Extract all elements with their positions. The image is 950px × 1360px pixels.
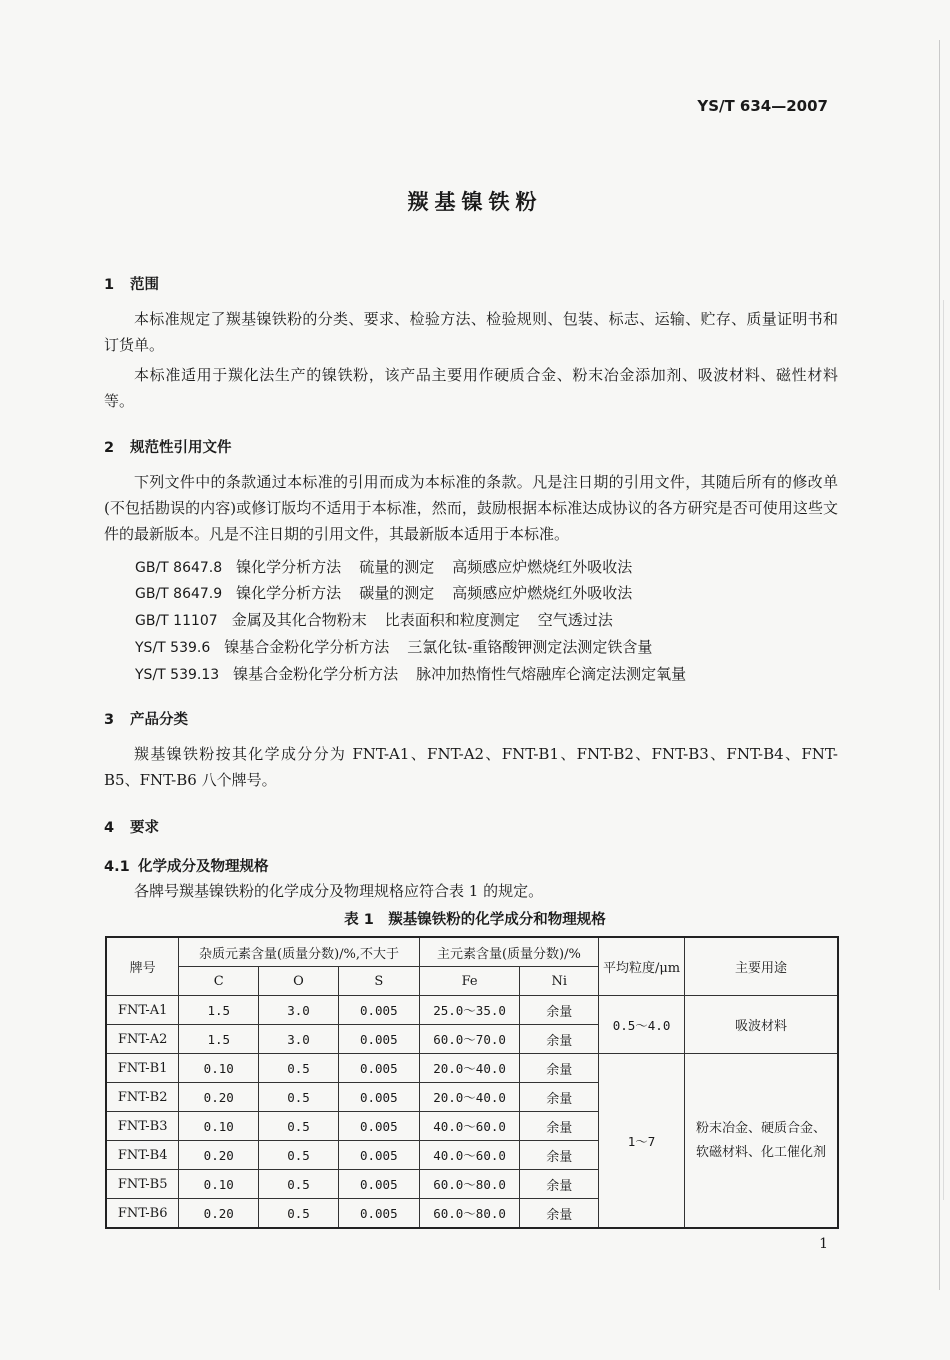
section-4-heading: 4 要求 — [104, 820, 159, 836]
section-2-heading: 2 规范性引用文件 — [104, 440, 232, 456]
reference-item: GB/T 11107 金属及其化合物粉末 比表面积和粒度测定 空气透过法 — [135, 611, 613, 629]
header-ni: Ni — [520, 967, 599, 996]
size-group-b: 1～7 — [599, 1054, 685, 1229]
header-main: 主元素含量(质量分数)/% — [419, 937, 598, 967]
header-fe: Fe — [419, 967, 520, 996]
header-o: O — [259, 967, 339, 996]
header-impurity: 杂质元素含量(质量分数)/%,不大于 — [179, 937, 419, 967]
header-size: 平均粒度/μm — [599, 937, 685, 996]
section-2-paragraph-1: 下列文件中的条款通过本标准的引用而成为本标准的条款。凡是注日期的引用文件，其随后所有的修改单(不包括勘误的内容)或修订版均不适用于本标准，然而，鼓励根据本标准达成协议的各方研究是否可使用这些文件的最新版本。凡是不注日期的引用文件，其最新版本适用于本标准。 — [104, 473, 838, 543]
table-row: FNT-B1 0.10 0.5 0.005 20.0～40.0 余量 1～7 粉末冶金、硬质合金、软磁材料、化工催化剂 — [106, 1054, 838, 1083]
spec-table — [105, 936, 839, 1229]
reference-item: GB/T 8647.9 镍化学分析方法 碳量的测定 高频感应炉燃烧红外吸收法 — [135, 584, 633, 602]
reference-item: YS/T 539.6 镍基合金粉化学分析方法 三氯化钛-重铬酸钾测定法测定铁含量 — [135, 638, 653, 656]
table-row: FNT-B2 0.20 0.5 0.005 20.0～40.0 余量 — [106, 1083, 838, 1112]
table-row: FNT-A2 1.5 3.0 0.005 60.0～70.0 余量 — [106, 1025, 838, 1054]
table-row: FNT-B4 0.20 0.5 0.005 40.0～60.0 余量 — [106, 1141, 838, 1170]
section-1-paragraph-1: 本标准规定了羰基镍铁粉的分类、要求、检验方法、检验规则、包装、标志、运输、贮存、质量证明书和订货单。 — [104, 310, 838, 354]
use-group-b: 粉末冶金、硬质合金、软磁材料、化工催化剂 — [684, 1054, 838, 1229]
table-row: FNT-B5 0.10 0.5 0.005 60.0～80.0 余量 — [106, 1170, 838, 1199]
size-group-a: 0.5～4.0 — [599, 996, 685, 1054]
reference-item: GB/T 8647.8 镍化学分析方法 硫量的测定 高频感应炉燃烧红外吸收法 — [135, 558, 633, 576]
use-group-a: 吸波材料 — [684, 996, 838, 1054]
table-row: FNT-B3 0.10 0.5 0.005 40.0～60.0 余量 — [106, 1112, 838, 1141]
standard-number: YS/T 634—2007 — [697, 97, 828, 115]
page-title: 羰基镍铁粉 — [407, 190, 543, 214]
header-grade: 牌号 — [106, 937, 179, 996]
section-4-1-heading: 4.1 化学成分及物理规格 — [104, 859, 269, 875]
section-3-heading: 3 产品分类 — [104, 712, 188, 728]
table-row: FNT-A1 1.5 3.0 0.005 25.0～35.0 余量 0.5～4.0 吸波材料 — [106, 996, 838, 1025]
header-s: S — [338, 967, 419, 996]
header-use: 主要用途 — [684, 937, 838, 996]
reference-item: YS/T 539.13 镍基合金粉化学分析方法 脉冲加热惰性气熔融库仑滴定法测定氧量 — [135, 665, 687, 683]
header-c: C — [179, 967, 259, 996]
page-number: 1 — [819, 1236, 828, 1252]
section-1-paragraph-2: 本标准适用于羰化法生产的镍铁粉，该产品主要用作硬质合金、粉末冶金添加剂、吸波材料、磁性材料等。 — [104, 366, 838, 410]
section-4-1-paragraph-1: 各牌号羰基镍铁粉的化学成分及物理规格应符合表 1 的规定。 — [134, 882, 544, 900]
section-3-paragraph-1: 羰基镍铁粉按其化学成分分为 FNT-A1、FNT-A2、FNT-B1、FNT-B2、FNT-B3、FNT-B4、FNT-B5、FNT-B6 八个牌号。 — [104, 745, 838, 789]
table-header-row — [106, 937, 838, 967]
scan-edge-line — [943, 300, 944, 1200]
scan-edge-line — [939, 40, 940, 1290]
table-row: FNT-B6 0.20 0.5 0.005 60.0～80.0 余量 — [106, 1199, 838, 1229]
table-caption: 表 1 羰基镍铁粉的化学成分和物理规格 — [344, 912, 606, 928]
section-1-heading: 1 范围 — [104, 277, 159, 293]
